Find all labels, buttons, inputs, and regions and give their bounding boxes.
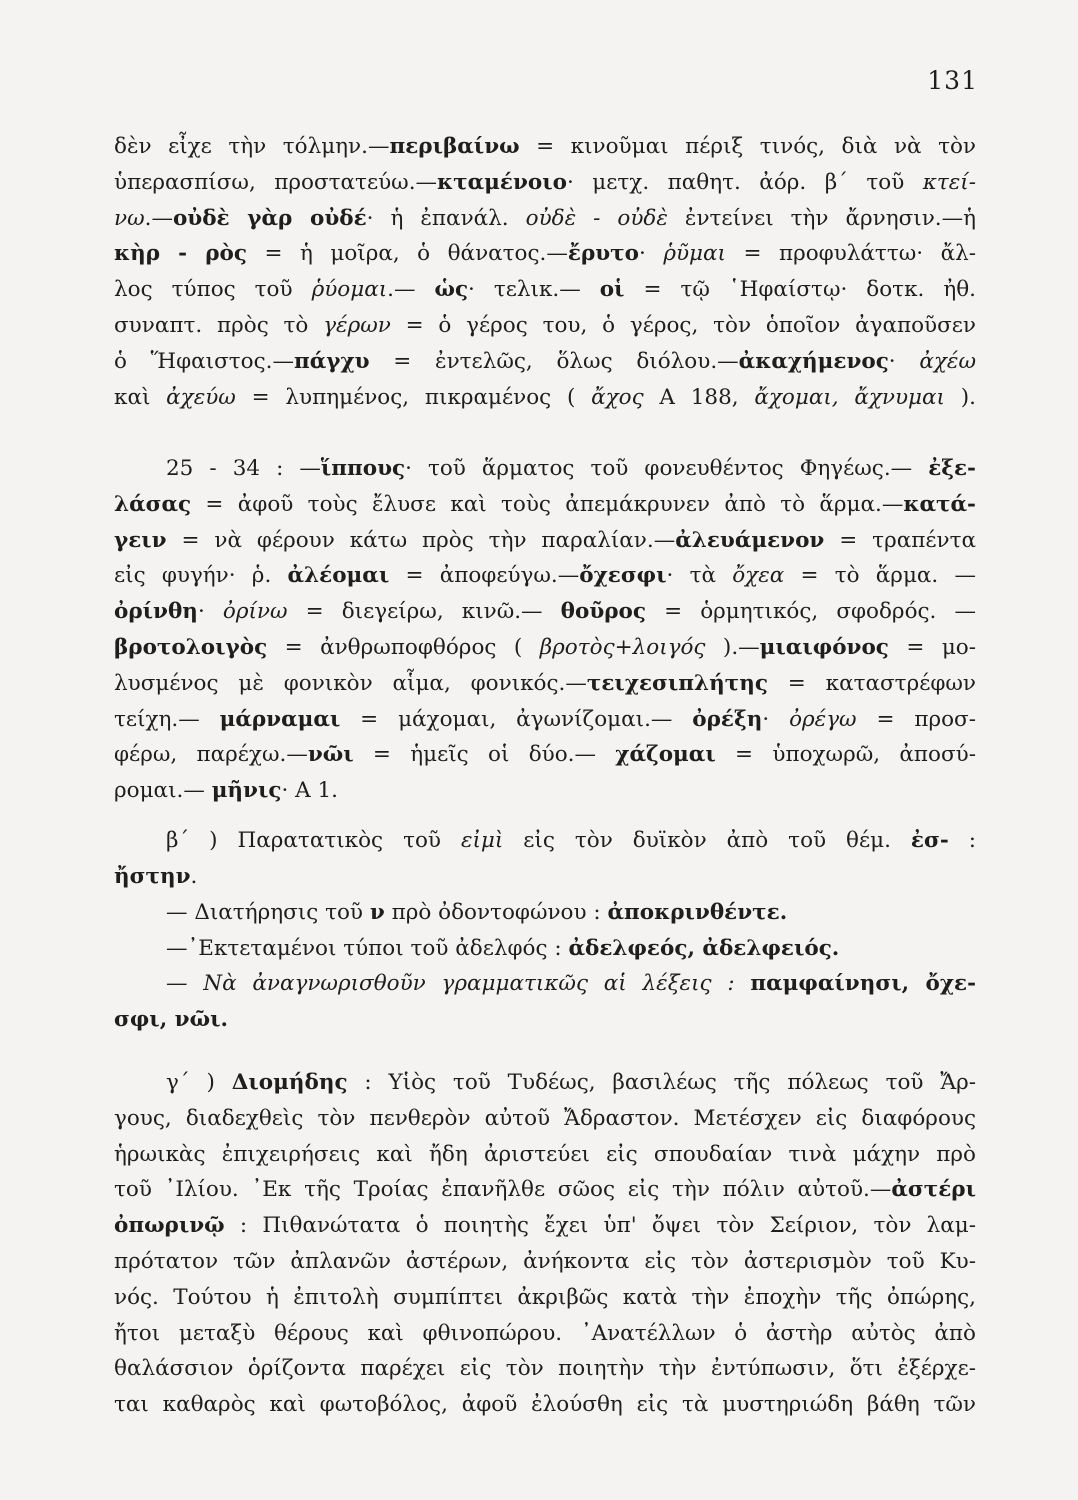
text-run: = τραπέντα [824,527,976,553]
text-line [114,1351,976,1387]
italic-text: ὀρίνω [222,599,288,625]
text-line [114,966,976,1002]
text-run: = ὑποχωρῶ, ἀποσύ- [715,742,976,768]
paragraph [114,966,976,1038]
text-run: — Διατήρησις τοῦ [166,900,370,925]
paragraph [114,451,976,809]
text-line [114,1137,976,1173]
headword: μιαιφόνος [759,634,889,660]
text-line [114,895,976,931]
text-line [114,451,976,487]
text-line [114,272,976,308]
italic-text: — Νὰ ἀναγνωρισθοῦν γραμματικῶς αἱ λέξεις : [166,971,751,996]
headword: ἤστην [114,863,191,889]
text-run: τείχη.— [114,706,220,732]
text-line [114,129,976,165]
text-line [114,931,976,967]
text-run: δὲν εἶχε τὴν τόλμην.— [114,134,390,159]
text-run: = ἀποφεύγω.— [389,563,580,589]
text-line [114,594,976,630]
italic-text: ἀχέω [919,348,976,374]
text-run: = μάχομαι, ἀγωνίζομαι.— [340,706,693,732]
text-run: : Πιθανώτατα ὁ ποιητὴς ἔχει ὑπ' ὄψει τὸν Σείριον, τὸν λαμ- [224,1213,976,1239]
text-run: —᾿Εκτεταμένοι τύποι τοῦ ἀδελφός : [166,936,569,961]
text-run: = διεγείρω, κινῶ.— [287,599,561,625]
text-line [114,165,976,201]
text-run: ). [944,384,976,410]
text-run: Α 188, [643,384,755,410]
headword: τειχεσιπλήτης [586,670,768,696]
headword: λάσας [114,491,192,517]
italic-text: ῥύομαι [311,277,388,303]
text-run: = νὰ φέρουν κάτω πρὸς τὴν παραλίαν.— [166,527,676,553]
text-line [114,523,976,559]
text-run: · τοῦ ἅρματος τοῦ φονευθέντος Φηγέως.— [405,456,929,481]
headword: γειν [114,527,167,553]
headword: οἱ [599,277,625,303]
text-run: ἡρωικὰς ἐπιχειρήσεις καὶ ἤδη ἀριστεύει εἰς σπουδαίαν τινὰ μάχην πρὸ [114,1141,976,1167]
text-run: : [948,828,976,853]
text-run: ρομαι.— [114,778,212,804]
headword: Διομήδης [231,1070,348,1095]
text-run: γ΄ ) [166,1070,232,1095]
text-run: · τελικ.— [468,277,600,303]
headword: ὀρίνθη [114,599,198,625]
text-run: συναπτ. πρὸς τὸ [114,312,324,338]
text-line [114,666,976,702]
paragraph [114,823,976,895]
text-line [114,737,976,773]
italic-text: γέρων [323,312,391,338]
text-run: = ἡ μοῖρα, ὁ θάνατος.— [246,241,568,267]
headword: κταμένοιο [437,169,567,195]
text-run: = τὸ ἅρμα. — [784,563,976,589]
text-run: .— [387,277,435,303]
italic-text: ὄχεα [732,563,785,589]
text-run: = λυπημένος, πικραμένος ( [235,384,592,410]
text-run: · μετχ. παθητ. ἀόρ. β΄ τοῦ [566,169,923,195]
text-run: · [638,241,664,267]
text-run: καὶ [114,384,167,410]
headword: χάζομαι [615,742,716,768]
text-run: 25 - 34 : — [166,456,321,481]
text-line [114,773,976,809]
italic-text: οὐδὲ - οὐδὲ [525,205,668,231]
headword: πάγχυ [294,348,370,374]
text-run: · τὰ [666,563,733,589]
italic-text: κτεί- [922,169,976,195]
paragraph [114,895,976,931]
text-run: εἰς τὸν δυϊκὸν ἀπὸ τοῦ θέμ. [503,828,911,853]
italic-text: ἀχεύω [166,384,236,410]
text-line [114,1316,976,1352]
headword: θοῦρος [560,599,646,625]
italic-text: νω [114,205,145,231]
text-run: = ὁ γέρος του, ὁ γέρος, τὸν ὁποῖον ἀγαποῦσεν [390,312,976,338]
headword: ἀποκρινθέντε. [607,900,788,925]
italic-text: ἄχομαι, ἄχνυμαι [754,384,945,410]
headword: μάρναμαι [219,706,341,732]
headword: ἔρυτο [567,241,639,267]
text-line [114,1244,976,1280]
text-line [114,859,976,895]
text-line [114,702,976,738]
headword: βροτολοιγὸς [114,634,268,660]
text-run: λυσμένος μὲ φονικὸν αἷμα, φονικός.— [114,670,587,696]
text-line [114,487,976,523]
text-run: πρότατον τῶν ἀπλανῶν ἀστέρων, ἀνήκοντα εἰς τὸν ἀστερισμὸν τοῦ Κυ- [114,1248,976,1274]
text-run: = προσ- [856,706,977,732]
text-run: = ὁρμητικός, σφοδρός. — [645,599,976,625]
italic-text: ῥῦμαι [663,241,726,267]
text-run: θαλάσσιον ὁρίζοντα παρέχει εἰς τὸν ποιητὴν τὴν ἐντύπωσιν, ὅτι ἐξέρχε- [114,1356,976,1382]
text-run: ὑπερασπίσω, προστατεύω.— [114,169,438,195]
text-line [114,1065,976,1101]
headword: μῆνις [211,778,282,804]
text-run: ται καθαρὸς καὶ φωτοβόλος, ἀφοῦ ἐλούσθη εἰς τὰ μυστηριώδη βάθη τῶν [114,1392,976,1418]
text-line [114,1280,976,1316]
text-run: β΄ ) Παρατατικὸς τοῦ [166,828,461,853]
text-run: = ἀνθρωποφθόρος ( [267,634,540,660]
text-line [114,1002,976,1038]
text-line [114,1101,976,1137]
headword: ἀλευάμενον [675,527,825,553]
italic-text: ὀρέγω [789,706,857,732]
text-run: τοῦ ᾿Ιλίου. ᾿Εκ τῆς Τροίας ἐπανῆλθε σῶος εἰς τὴν πόλιν αὐτοῦ.— [114,1177,892,1203]
text-line [114,823,976,859]
headword: νῶι [307,742,354,768]
text-run: λος τύπος τοῦ [114,277,312,303]
headword: ὄχεσφι [579,563,667,589]
paragraph [114,931,976,967]
headword: ὀρέξη [692,706,763,732]
page-number: 131 [927,66,978,95]
headword: ἀδελφεός, ἀδελφειός. [568,936,840,961]
text-run: . [190,863,198,889]
text-run: = μο- [888,634,977,660]
text-run: ἤτοι μεταξὺ θέρους καὶ φθινοπώρου. ᾿Ανατέλλων ὁ ἀστὴρ αὐτὸς ἀπὸ [114,1320,976,1346]
text-run: νός. Τούτου ἡ ἐπιτολὴ συμπίπτει ἀκριβῶς κατὰ τὴν ἐποχὴν τῆς ὀπώρης, [114,1284,976,1310]
text-run: ).— [705,634,760,660]
text-run: ἐντείνει τὴν ἄρνησιν.—ἡ [667,205,977,231]
text-line [114,380,976,416]
headword: οὐδὲ γὰρ οὐδέ [172,205,367,231]
text-line [114,236,976,272]
text-run: = προφυλάττω· ἄλ- [725,241,976,267]
italic-text: ἄχος [591,384,644,410]
text-line [114,308,976,344]
text-run: εἰς φυγήν· ῥ. [114,563,288,589]
text-run: · [762,706,790,732]
text-run: ὁ Ἥφαιστος.— [114,348,295,374]
text-run: : Υἱὸς τοῦ Τυδέως, βασιλέως τῆς πόλεως τοῦ Ἄρ- [347,1070,977,1095]
headword: ἀκαχήμενος [738,348,889,374]
text-run: .— [144,205,173,231]
text-line [114,344,976,380]
text-run: = τῷ ῾Ηφαίστῳ· δοτκ. ἠθ. [624,277,977,303]
headword: ἀλέομαι [287,563,390,589]
headword: ὀπωρινῷ [114,1213,225,1239]
text-run: · [888,348,920,374]
italic-text: βροτὸς+λοιγός [539,634,706,660]
headword: ν [369,900,385,925]
text-run: φέρω, παρέχω.— [114,742,308,768]
headword: ἐξε- [928,456,976,481]
text-line [114,1208,976,1244]
paragraph [114,129,976,415]
headword: περιβαίνω [389,134,520,159]
text-run: γους, διαδεχθεὶς τὸν πενθερὸν αὐτοῦ Ἄδραστον. Μετέσχεν εἰς διαφόρους [114,1105,976,1131]
headword: ὡς [434,277,469,303]
headword: ἀστέρι [891,1177,976,1203]
headword: κὴρ - ρὸς [114,241,247,267]
text-run: = κινοῦμαι πέριξ τινός, διὰ νὰ τὸν [519,134,977,159]
text-line [114,558,976,594]
paragraph [114,1065,976,1423]
headword: ἐσ- [910,828,949,853]
text-run: · Α 1. [281,778,339,804]
text-line [114,201,976,237]
text-run: · [197,599,223,625]
text-run: = ἀφοῦ τοὺς ἔλυσε καὶ τοὺς ἀπεμάκρυνεν ἀπὸ τὸ ἅρμα.— [191,491,904,517]
headword: σφι, νῶι. [114,1006,228,1032]
text-run: = ἐντελῶς, ὅλως διόλου.— [369,348,739,374]
italic-text: εἰμὶ [460,828,504,853]
text-line [114,630,976,666]
text-run: πρὸ ὀδοντοφώνου : [384,900,608,925]
text-run: = ἡμεῖς οἱ δύο.— [353,742,616,768]
headword: παμφαίνησι, ὄχε- [750,971,976,996]
text-run: = καταστρέφων [767,670,976,696]
text-line [114,1172,976,1208]
headword: ἵππους [320,456,406,481]
text-run: · ἡ ἐπανάλ. [366,205,526,231]
headword: κατά- [903,491,976,517]
text-line [114,1387,976,1423]
